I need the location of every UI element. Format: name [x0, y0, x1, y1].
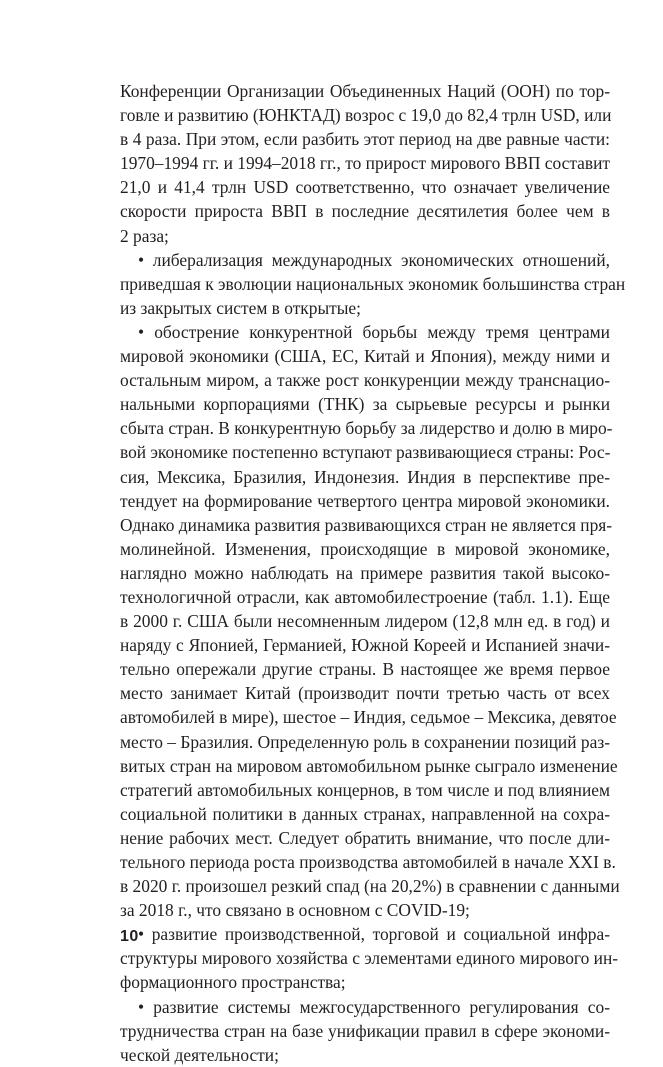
text-line: 2 раза; — [120, 225, 169, 246]
paragraph-p1 — [120, 79, 610, 248]
text-line: наглядно можно наблюдать на примере развития такой высоко- — [120, 562, 610, 583]
text-line: 21,0 и 41,4 трлн USD соответственно, что означает увеличение — [120, 177, 610, 198]
text-line: в 2000 г. США были несомненным лидером (12,8 млн ед. в год) и — [120, 611, 610, 632]
text-line: скорости прироста ВВП в последние десятилетия более чем в — [120, 201, 610, 222]
text-line: тельного периода роста производства автомобилей в начале XXI в. — [120, 852, 616, 872]
text-line: место – Бразилия. Определенную роль в сохранении позиций раз- — [120, 731, 610, 752]
paragraph-p2 — [120, 248, 626, 320]
text-line: тельно опережали другие страны. В настоящее же время первое — [120, 659, 610, 680]
text-line: говле и развитию (ЮНКТАД) возрос с 19,0 до 82,4 трлн USD, или — [120, 105, 612, 126]
text-line: за 2018 г., что связано в основном с COVID-19; — [120, 900, 470, 921]
page-number: 10 — [120, 928, 139, 945]
text-line: в 4 раза. При этом, если разбить этот период на две равные части: — [120, 129, 610, 150]
text-line: нальными корпорациями (ТНК) за сырьевые ресурсы и рынки — [120, 394, 610, 415]
text-line: приведшая к эволюции национальных экономик большинства стран — [120, 273, 626, 294]
text-line: остальным миром, а также рост конкуренции между транснацио- — [120, 370, 610, 391]
text-line: 1970–1994 гг. и 1994–2018 гг., то прирост мирового ВВП составит — [120, 153, 610, 174]
text-line: стратегий автомобильных концернов, в том числе и под влиянием — [120, 779, 610, 800]
text-line: • развитие системы межгосударственного регулирования со- — [138, 996, 610, 1017]
text-line: • развитие производственной, торговой и социальной инфра- — [138, 924, 610, 945]
text-line: формационного пространства; — [120, 972, 346, 993]
text-line: в 2020 г. произошел резкий спад (на 20,2%) в сравнении с данными — [120, 876, 620, 897]
text-line: социальной политики в данных странах, направленной на сохра- — [120, 803, 610, 824]
text-line: молинейной. Изменения, происходящие в мировой экономике, — [120, 538, 610, 559]
text-line: место занимает Китай (производит почти третью часть от всех — [120, 683, 610, 704]
paragraph-p5 — [120, 995, 610, 1067]
text-line: • обострение конкурентной борьбы между тремя центрами — [138, 321, 610, 342]
text-line: • либерализация международных экономических отношений, — [138, 249, 610, 270]
text-line: тендует на формирование четвертого центра мировой экономики. — [120, 490, 610, 511]
text-line: мировой экономики (США, ЕС, Китай и Япония), между ними и — [120, 346, 610, 367]
text-line: Конференции Организации Объединенных Наций (ООН) по тор- — [120, 81, 610, 101]
text-line: из закрытых систем в открытые; — [120, 297, 361, 318]
text-line: витых стран на мировом автомобильном рынке сыграло изменение — [120, 755, 618, 776]
text-line: наряду с Японией, Германией, Южной Кореей и Испанией значи- — [120, 635, 610, 656]
text-line: трудничества стран на базе унификации правил в сфере экономи- — [120, 1020, 610, 1041]
text-line: технологичной отрасли, как автомобилестроение (табл. 1.1). Еще — [120, 586, 610, 607]
text-line: нение рабочих мест. Следует обратить внимание, что после дли- — [120, 827, 610, 848]
text-line: Однако динамика развития развивающихся стран не является пря- — [120, 514, 613, 535]
text-line: автомобилей в мире), шестое – Индия, седьмое – Мексика, девятое — [120, 707, 617, 728]
text-line: вой экономике постепенно вступают развивающиеся страны: Рос- — [120, 442, 611, 463]
text-line: ческой деятельности; — [120, 1044, 279, 1065]
text-line: сия, Мексика, Бразилия, Индонезия. Индия в перспективе пре- — [120, 466, 610, 487]
text-line: структуры мирового хозяйства с элементами единого мирового ин- — [120, 948, 619, 969]
body-text — [120, 79, 626, 1067]
paragraph-p4 — [120, 922, 619, 994]
paragraph-p3 — [120, 320, 620, 922]
text-line: сбыта стран. В конкурентную борьбу за лидерство и долю в миро- — [120, 418, 613, 439]
